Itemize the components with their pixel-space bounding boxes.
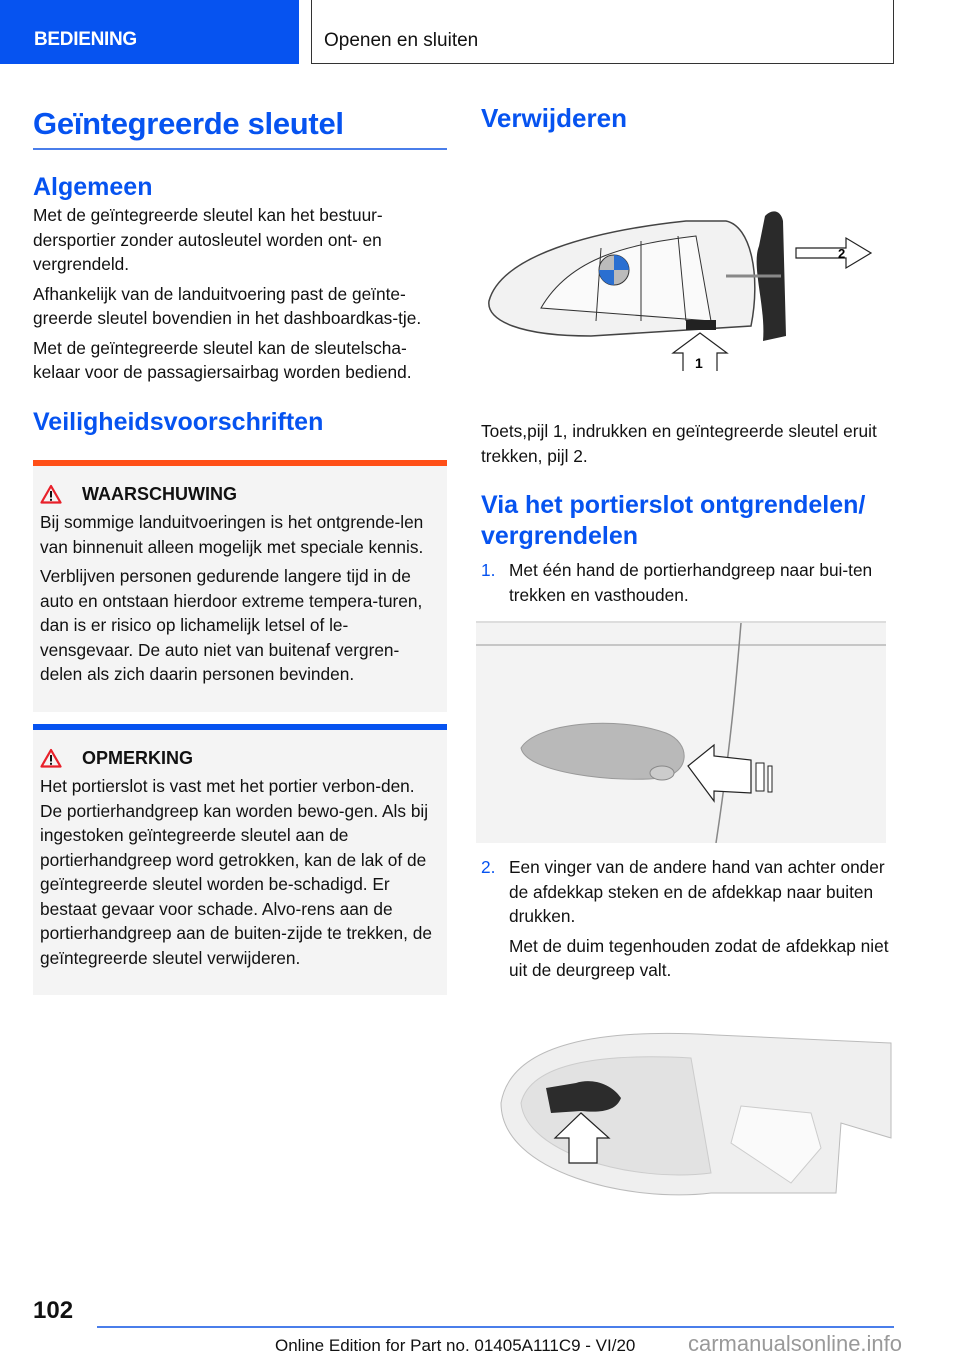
general-heading: Algemeen [33, 173, 153, 201]
title-rule [33, 148, 447, 150]
note-text: Het portierslot is vast met het portier verbon-den. De portierhandgreep kan worden bewo-gen. Als bij ingestoken geïntegreerde sleutel aan de portierhandgreep word getrokken, kan de lak of de geïntegreerde sleutel worden be-schadigd. Er bestaat gevaar voor schade. Alvo-rens aan de portierhandgreep aan de buiten-zijde te trekken, de geïntegreerde sleutel verwijderen. [40, 776, 432, 968]
warning-text: Verblijven personen gedurende langere tijd in de auto en ontstaan hierdoor extreme tempera-turen, dan is er risico op lichamelijk letsel of le-vensgevaar. De auto niet van buitenaf vergren-delen als zich daarin personen bevinden. [40, 566, 423, 684]
step-text: Een vinger van de andere hand van achter onder de afdekkap steken en de afdekkap naar buiten drukken. [509, 857, 885, 926]
step-1 [481, 558, 899, 607]
steps-list-cont [481, 855, 899, 983]
step-number: 1. [481, 560, 496, 580]
warning-box [33, 460, 447, 712]
edition-text: Online Edition for Part no. 01405A111C9 - VI/20 [275, 1336, 636, 1355]
warning-text: Bij sommige landuitvoeringen is het ontgrende-len van binnenuit alleen mogelijk met speciale kennis. [40, 512, 424, 557]
warning-title: WAARSCHUWING [82, 483, 237, 504]
remove-caption: Toets,pijl 1, indrukken en geïntegreerde sleutel eruit trekken, pijl 2. [481, 421, 877, 466]
paragraph: Met de geïntegreerde sleutel kan de sleutelscha-kelaar voor de passagiersairbag worden bediend. [33, 337, 412, 382]
note-title: OPMERKING [82, 747, 194, 768]
page-number: 102 [33, 1297, 74, 1324]
arrow-2-icon [796, 238, 871, 268]
svg-text:1: 1 [695, 355, 703, 371]
note-box [33, 724, 447, 996]
remove-heading: Verwijderen [481, 103, 627, 133]
steps-list [481, 558, 899, 607]
right-column [481, 100, 899, 1203]
warning-triangle-icon [40, 484, 62, 504]
handle-cover-illustration [481, 1003, 899, 1203]
step-extra: Met de duim tegenhouden zodat de afdekkap niet uit de deurgreep valt. [509, 935, 889, 980]
safety-heading: Veiligheidsvoorschriften [33, 407, 324, 436]
step-number: 2. [481, 857, 496, 877]
section-tab [0, 0, 299, 64]
section-label: BEDIENING [34, 29, 137, 50]
left-column [33, 104, 447, 995]
door-handle-illustration [476, 623, 886, 843]
subsection-label: Openen en sluiten [324, 30, 479, 51]
arrow-icon [688, 745, 751, 801]
key-fob-illustration [481, 136, 899, 371]
cover-figure [481, 1003, 899, 1203]
page-title: Geïntegreerde sleutel [33, 106, 344, 141]
watermark: carmanualsonline.info [688, 1331, 903, 1356]
paragraph: Met de geïntegreerde sleutel kan het bestuur-dersportier zonder autosleutel worden ont- en vergrendeld. [33, 205, 383, 274]
arrow-1-icon [673, 333, 727, 371]
step-2 [481, 855, 899, 983]
footer-rule [97, 1326, 894, 1328]
key-removal-figure [481, 136, 899, 371]
unlock-heading: Via het portierslot ontgrendelen/ vergrendelen [481, 491, 866, 550]
door-handle-figure [476, 621, 886, 843]
step-text: Met één hand de portierhandgreep naar bui-ten trekken en vasthouden. [509, 560, 873, 605]
subsection-tab [311, 0, 894, 64]
warning-triangle-icon [40, 748, 62, 768]
svg-text:2: 2 [838, 246, 846, 261]
paragraph: Afhankelijk van de landuitvoering past de geïnte-greerde sleutel bovendien in het dashboardkas-tje. [33, 283, 422, 328]
